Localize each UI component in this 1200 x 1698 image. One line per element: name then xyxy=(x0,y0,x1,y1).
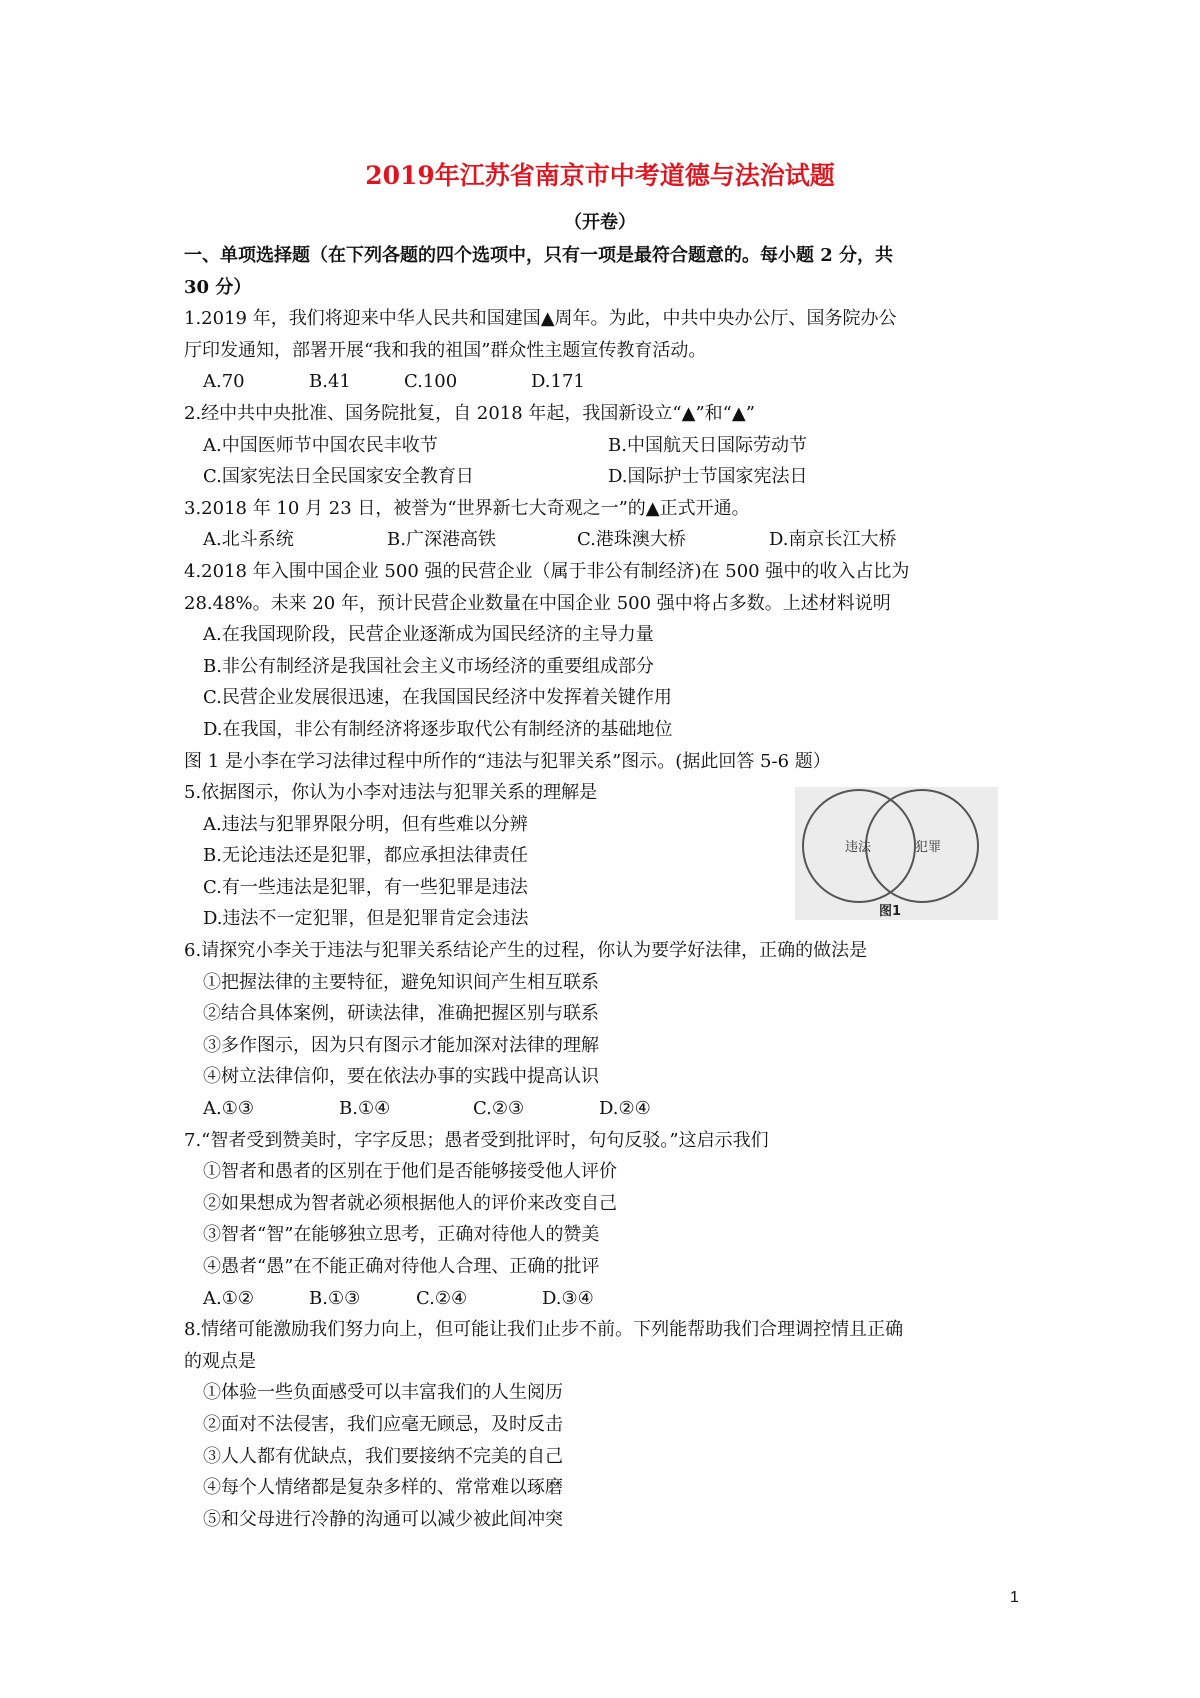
q8-item-2: ②面对不法侵害，我们应毫无顾忌，及时反击 xyxy=(203,1413,563,1435)
q2-options-row2 xyxy=(184,461,1034,493)
q7-item-4: ④愚者“愚”在不能正确对待他人合理、正确的批评 xyxy=(203,1256,600,1277)
document-subtitle: （开卷） xyxy=(564,212,636,233)
q1-option-d: D.171 xyxy=(531,371,585,393)
q1-options xyxy=(184,366,1034,398)
q4-stem: 4.2018 年入围中国企业 500 强的民营企业（属于非公有制经济)在 500 强中的收入占比为 xyxy=(184,560,910,582)
q4-option-b: B.非公有制经济是我国社会主义市场经济的重要组成部分 xyxy=(203,655,654,677)
q1-option-c: C.100 xyxy=(404,371,458,393)
intro-q5-q6: 图 1 是小李在学习法律过程中所作的“违法与犯罪关系”图示。(据此回答 5-6 题） xyxy=(184,750,831,772)
q6-options xyxy=(184,1093,1034,1125)
venn-label-left: 违法 xyxy=(845,840,872,855)
q1-stem: 1.2019 年，我们将迎来中华人民共和国建国▲周年。为此，中共中央办公厅、国务院办公 xyxy=(184,308,897,330)
q7-option-d: D.③④ xyxy=(542,1287,594,1309)
document-title: 2019年江苏省南京市中考道德与法治试题 xyxy=(365,161,835,190)
figure-caption: 图1 xyxy=(879,904,902,919)
q5-stem: 5.依据图示，你认为小李对违法与犯罪关系的理解是 xyxy=(184,782,598,804)
q6-item-3: ③多作图示，因为只有图示才能加深对法律的理解 xyxy=(203,1034,599,1056)
q1-option-a: A.70 xyxy=(203,371,245,393)
q6-item-1: ①把握法律的主要特征，避免知识间产生相互联系 xyxy=(203,971,599,993)
page-number: 1 xyxy=(1010,1589,1019,1606)
q4-stem-cont: 28.48%。未来 20 年，预计民营企业数量在中国企业 500 强中将占多数。上述材料说明 xyxy=(184,592,891,614)
q6-item-4: ④树立法律信仰，要在依法办事的实践中提高认识 xyxy=(203,1066,599,1088)
q7-option-b: B.①③ xyxy=(309,1287,361,1309)
section-heading: 一、单项选择题（在下列各题的四个选项中，只有一项是最符合题意的。每小题 2 分，共 xyxy=(184,245,894,266)
q3-option-d: D.南京长江大桥 xyxy=(769,529,897,551)
q1-option-b: B.41 xyxy=(309,371,351,393)
q7-item-2: ②如果想成为智者就必须根据他人的评价来改变自己 xyxy=(203,1192,617,1214)
q3-stem: 3.2018 年 10 月 23 日，被誉为“世界新七大奇观之一”的▲正式开通。 xyxy=(184,497,750,519)
figure-1 xyxy=(795,787,998,920)
q2-option-c: C.国家宪法日全民国家安全教育日 xyxy=(203,466,474,488)
q7-option-c: C.②④ xyxy=(416,1287,468,1309)
q2-options-row1 xyxy=(184,430,1034,462)
q2-option-b: B.中国航天日国际劳动节 xyxy=(608,434,807,456)
q8-stem-cont: 的观点是 xyxy=(184,1350,256,1372)
section-heading-cont: 30 分） xyxy=(184,276,252,298)
q6-option-b: B.①④ xyxy=(339,1098,391,1120)
q8-item-1: ①体验一些负面感受可以丰富我们的人生阅历 xyxy=(203,1382,563,1404)
venn-label-right: 犯罪 xyxy=(915,840,942,855)
venn-diagram xyxy=(795,787,998,920)
q6-option-a: A.①③ xyxy=(203,1098,254,1120)
q8-item-4: ④每个人情绪都是复杂多样的、常常难以琢磨 xyxy=(203,1477,563,1499)
q8-item-5: ⑤和父母进行冷静的沟通可以减少被此间冲突 xyxy=(203,1508,563,1530)
q5-option-d: D.违法不一定犯罪，但是犯罪肯定会违法 xyxy=(203,908,529,930)
q2-stem: 2.经中共中央批准、国务院批复，自 2018 年起，我国新设立“▲”和“▲” xyxy=(184,402,755,424)
q1-stem-cont: 厅印发通知，部署开展“我和我的祖国”群众性主题宣传教育活动。 xyxy=(184,339,707,361)
q8-item-3: ③人人都有优缺点，我们要接纳不完美的自己 xyxy=(203,1445,563,1467)
q8-stem: 8.情绪可能激励我们努力向上，但可能让我们止步不前。下列能帮助我们合理调控情且正确 xyxy=(184,1319,904,1341)
q7-stem: 7.“智者受到赞美时，字字反思；愚者受到批评时，句句反驳。”这启示我们 xyxy=(184,1129,769,1151)
q7-options xyxy=(184,1283,1034,1315)
q5-option-b: B.无论违法还是犯罪，都应承担法律责任 xyxy=(203,845,528,867)
q4-option-c: C.民营企业发展很迅速，在我国国民经济中发挥着关键作用 xyxy=(203,687,672,709)
q3-options xyxy=(184,524,1034,556)
q7-item-1: ①智者和愚者的区别在于他们是否能够接受他人评价 xyxy=(203,1161,617,1183)
q6-option-c: C.②③ xyxy=(473,1098,525,1120)
q3-option-b: B.广深港高铁 xyxy=(387,529,496,551)
q5-option-c: C.有一些违法是犯罪，有一些犯罪是违法 xyxy=(203,876,528,898)
q7-option-a: A.①② xyxy=(203,1287,254,1309)
q4-option-d: D.在我国，非公有制经济将逐步取代公有制经济的基础地位 xyxy=(203,718,673,740)
q7-item-3: ③智者“智”在能够独立思考，正确对待他人的赞美 xyxy=(203,1224,600,1246)
q2-option-a: A.中国医师节中国农民丰收节 xyxy=(203,434,438,456)
q3-option-a: A.北斗系统 xyxy=(203,529,294,551)
q3-option-c: C.港珠澳大桥 xyxy=(577,529,686,551)
q6-option-d: D.②④ xyxy=(599,1098,651,1120)
q6-stem: 6.请探究小李关于违法与犯罪关系结论产生的过程，你认为要学好法律，正确的做法是 xyxy=(184,940,868,962)
q4-option-a: A.在我国现阶段，民营企业逐渐成为国民经济的主导力量 xyxy=(203,624,654,646)
q5-option-a: A.违法与犯罪界限分明，但有些难以分辨 xyxy=(203,813,528,835)
q2-option-d: D.国际护士节国家宪法日 xyxy=(608,466,808,488)
q6-item-2: ②结合具体案例，研读法律，准确把握区别与联系 xyxy=(203,1003,599,1025)
